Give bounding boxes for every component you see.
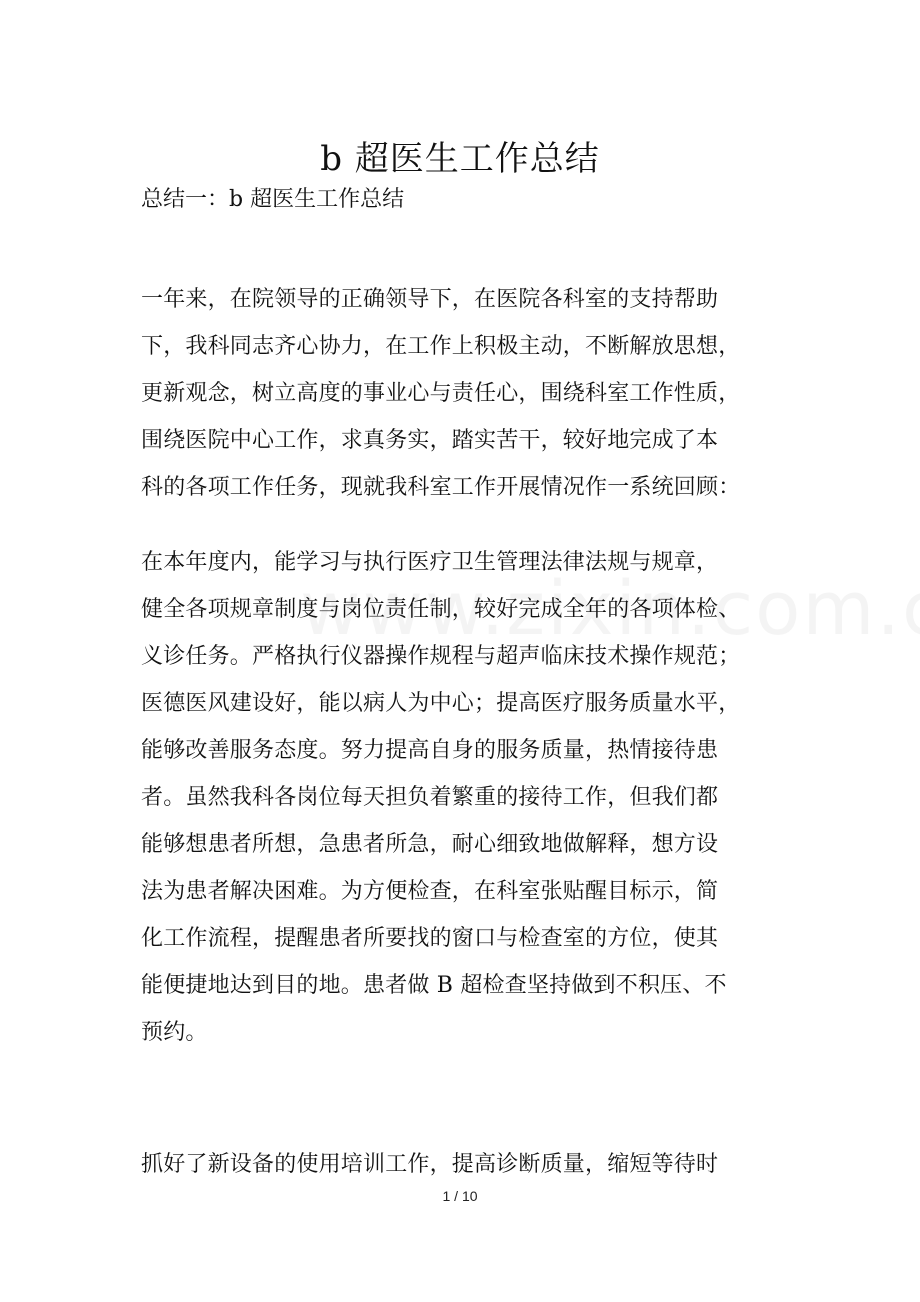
text-line: 能便捷地达到目的地。患者做 B 超检查坚持做到不积压、不	[141, 973, 727, 998]
text-line: 预约。	[141, 1020, 208, 1045]
text-line: 下，我科同志齐心协力，在工作上积极主动，不断解放思想，	[141, 334, 741, 359]
paragraph-3	[141, 1141, 781, 1188]
text-line: 在本年度内，能学习与执行医疗卫生管理法律法规与规章，	[141, 550, 719, 575]
text-line: 法为患者解决困难。为方便检查，在科室张贴醒目标示，简	[141, 879, 719, 904]
text-line: 更新观念，树立高度的事业心与责任心，围绕科室工作性质，	[141, 381, 741, 406]
text-line: 义诊任务。严格执行仪器操作规程与超声临床技术操作规范；	[141, 644, 741, 669]
text-line: 科的各项工作任务，现就我科室工作开展情况作一系统回顾：	[141, 475, 741, 500]
document-title: b 超医生工作总结	[320, 138, 600, 179]
text-line: 围绕医院中心工作，求真务实，踏实苦干，较好地完成了本	[141, 428, 719, 453]
paragraph-1	[141, 276, 781, 511]
text-line: 能够想患者所想，急患者所急，耐心细致地做解释，想方设	[141, 832, 719, 857]
paragraph-2	[141, 539, 781, 1056]
text-line: 化工作流程，提醒患者所要找的窗口与检查室的方位，使其	[141, 926, 719, 951]
text-line: 医德医风建设好，能以病人为中心；提高医疗服务质量水平，	[141, 691, 741, 716]
page-indicator: 1 / 10	[442, 1188, 478, 1204]
text-line: 能够改善服务态度。努力提高自身的服务质量，热情接待患	[141, 738, 719, 763]
text-line: 抓好了新设备的使用培训工作，提高诊断质量，缩短等待时	[141, 1152, 719, 1177]
text-line: 一年来，在院领导的正确领导下，在医院各科室的支持帮助	[141, 287, 719, 312]
text-line: 健全各项规章制度与岗位责任制，较好完成全年的各项体检、	[141, 597, 741, 622]
text-line: 者。虽然我科各岗位每天担负着繁重的接待工作，但我们都	[141, 785, 719, 810]
section-heading: 总结一：b 超医生工作总结	[141, 187, 405, 212]
